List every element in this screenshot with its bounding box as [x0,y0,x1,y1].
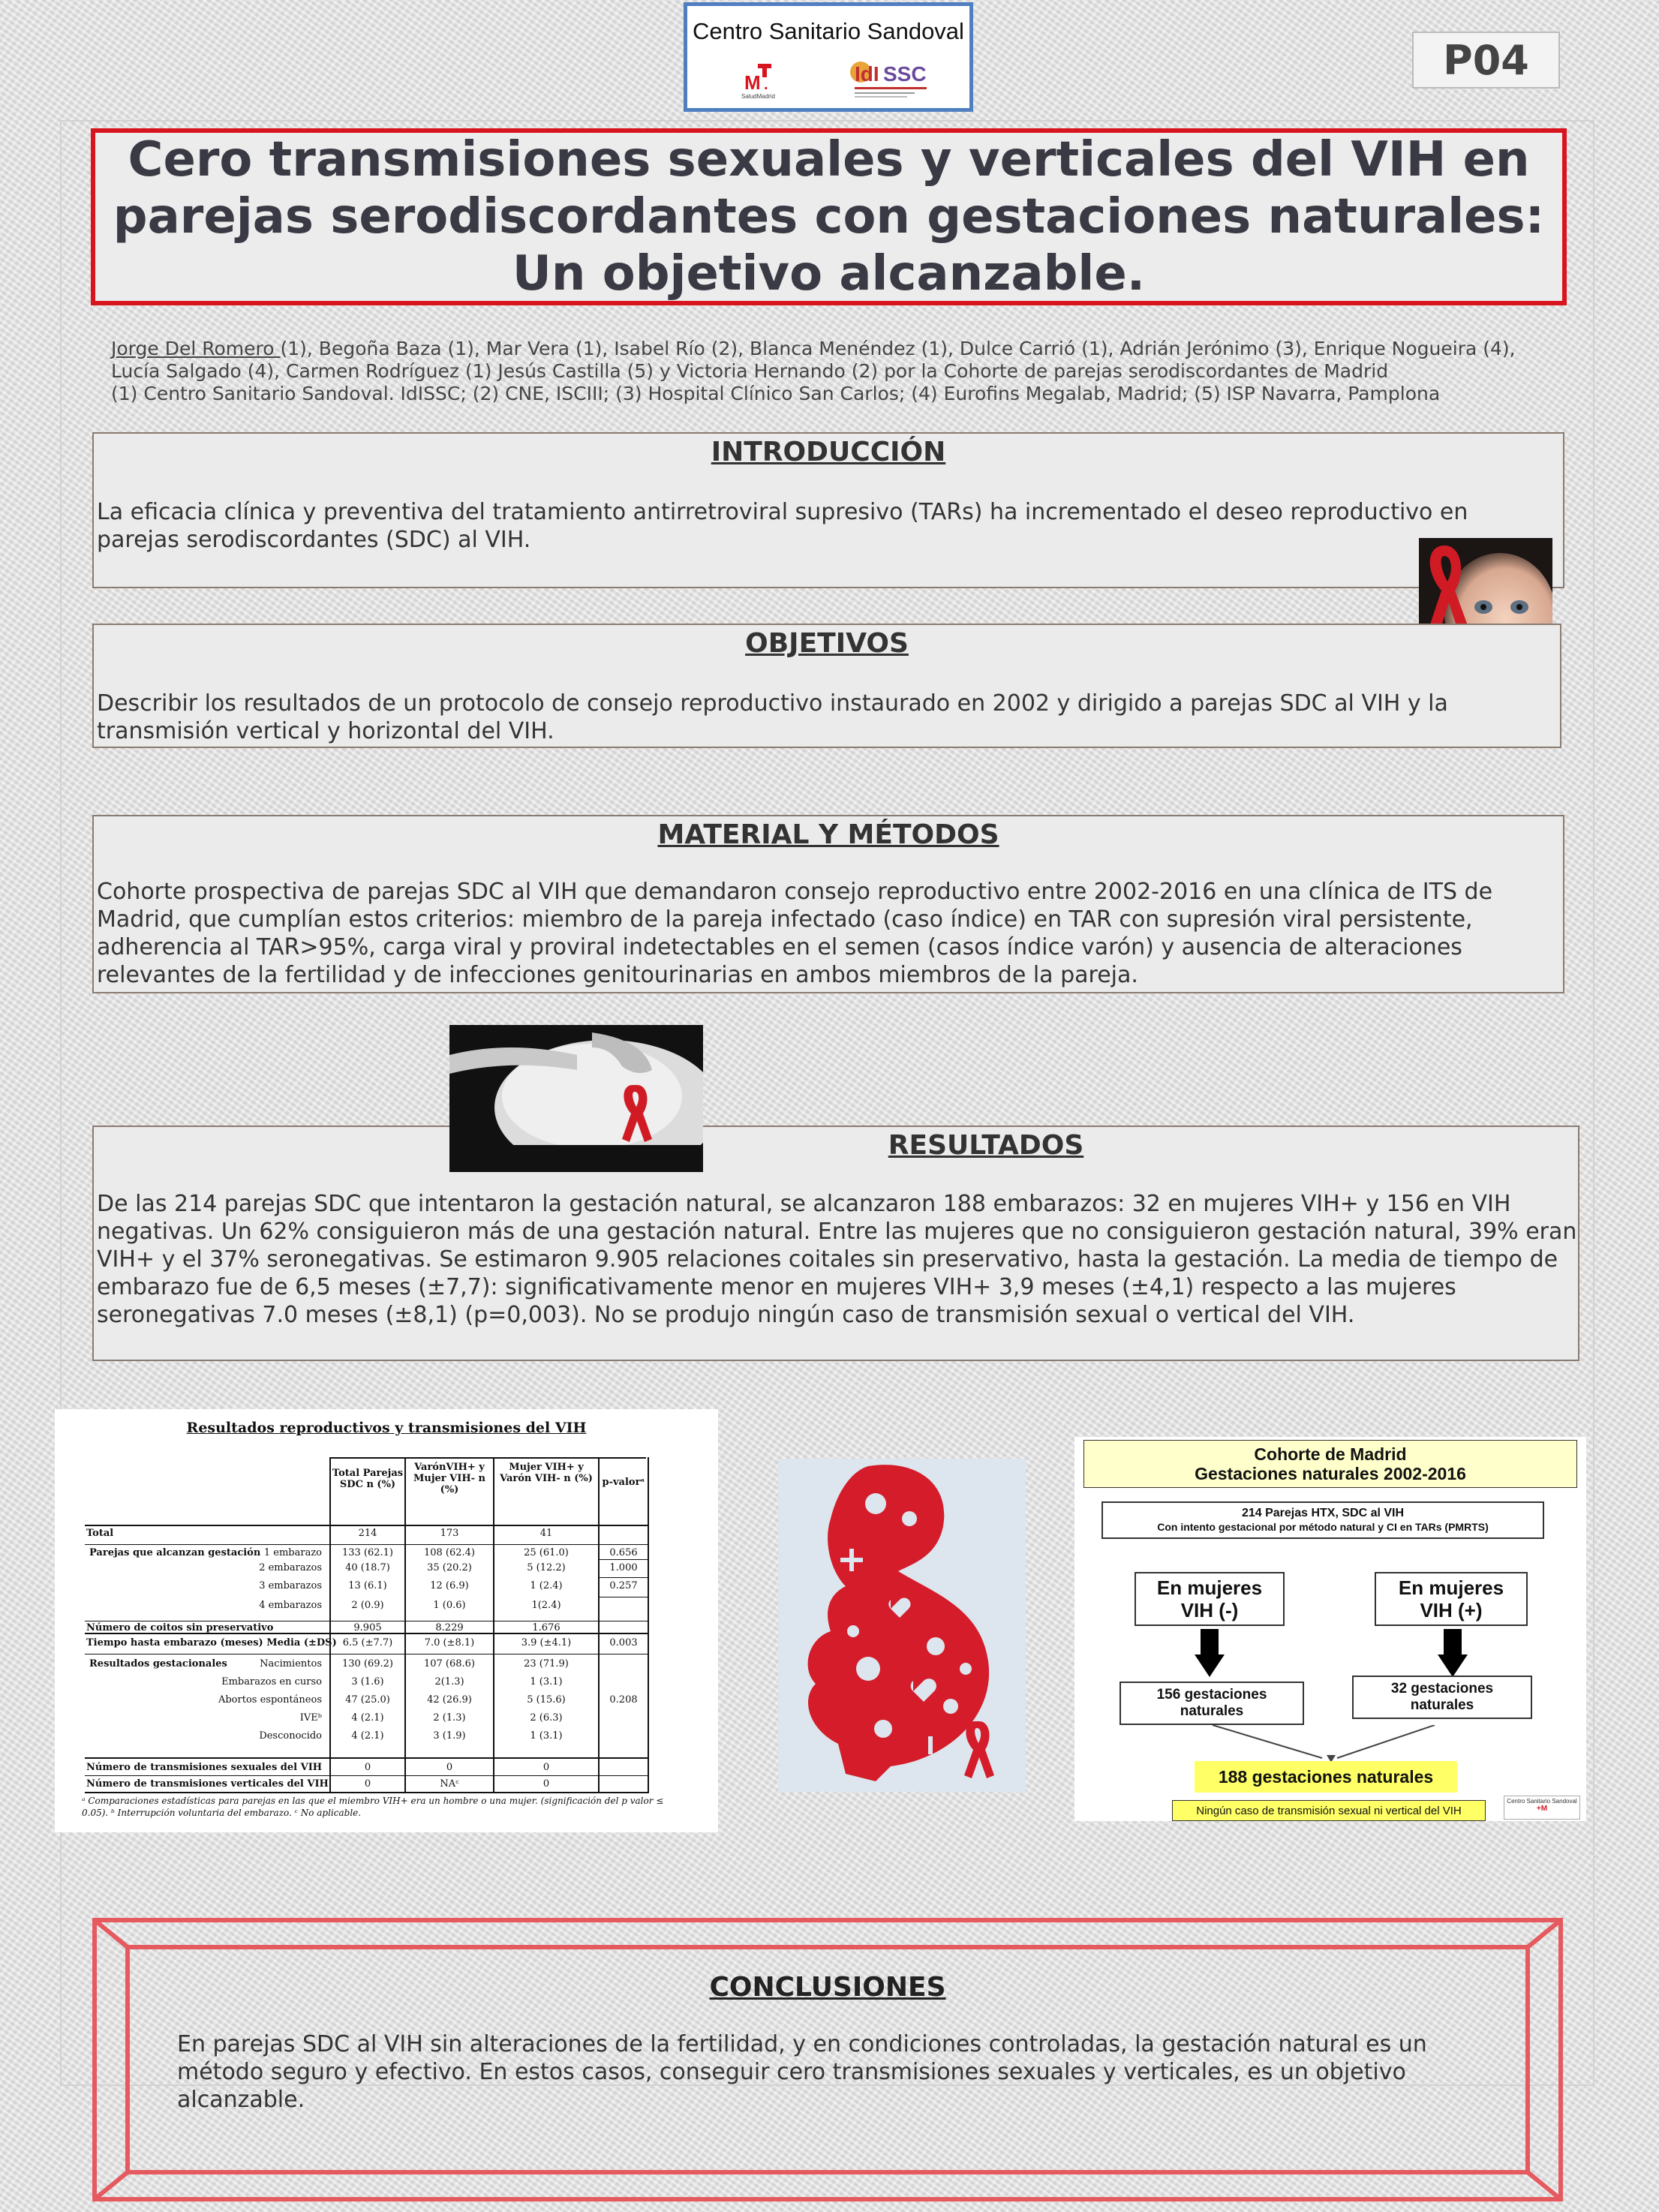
table-cell-mujer: 0 [542,1778,550,1790]
table-cell-pvalue: 0.003 [609,1637,638,1648]
diagram-corner-logo: Centro Sanitario Sandoval +M [1504,1796,1580,1820]
table-row-label: Número de coitos sin preservativo [86,1622,274,1633]
logo-title: Centro Sanitario Sandoval [693,18,964,44]
table-cell-total: 4 (2.1) [351,1730,384,1742]
table-cell-varon: 3 (1.9) [433,1730,466,1742]
table-cell-varon: 2 (1.3) [433,1712,466,1724]
table-row-sublabel: IVEᵇ [299,1712,322,1724]
svg-text:SSC: SSC [883,62,927,86]
diagram-note: Ningún caso de transmisión sexual ni vertical del VIH [1172,1800,1486,1821]
table-footnote-1: ᵃ Comparaciones estadísticas para parejas en las que el miembro VIH+ era un hombre o una mujer. (significación del p valor ≤ [82,1796,664,1806]
table-title: Resultados reproductivos y transmisiones del VIH [186,1420,587,1436]
table-cell-total: 0 [364,1778,371,1790]
poster-title [113,131,1544,302]
table-cell-mujer: 5 (15.6) [527,1694,566,1706]
table-cell-total: 0 [364,1762,371,1773]
diagram-total: 188 gestaciones naturales [1195,1761,1457,1793]
title-box [91,128,1567,305]
table-cell-varon: 2(1.3) [434,1676,464,1688]
table-cell-total: 40 (18.7) [345,1562,390,1573]
corner-logo-mark: +M [1536,1805,1548,1813]
table-cell-mujer: 1.676 [532,1622,561,1633]
pregnant-silhouette-hearts-image [778,1459,1026,1792]
table-cell-mujer: 0 [542,1762,550,1773]
section-metodos [92,815,1564,993]
diagram-title-1: Cohorte de Madrid [1254,1444,1407,1464]
table-header-total: Total Parejas SDC n (%) [332,1468,404,1490]
table-cell-total: 4 (2.1) [351,1712,384,1724]
conclusiones-heading: CONCLUSIONES [709,1972,946,2003]
diagram-right-group: En mujeres VIH (+) [1375,1572,1528,1626]
table-header-pvalue: p-valorᵃ [602,1477,645,1488]
svg-text:.: . [764,77,768,93]
table-row-label: Total [86,1528,114,1539]
arrow-down-icon [1195,1629,1225,1677]
metodos-text: Cohorte prospectiva de parejas SDC al VIH que demandaron consejo reproductivo entre 2002-2016 en una clínica de ITS de Madrid, que cumplían estos criterios: miembro de la pareja infectado (caso índice) en TAR con supresión viral persistente, adherencia al TAR>95%, carga viral y proviral indetectables en el semen (casos índice varón) y ausencia de alteraciones relevantes de la fertilidad y de infecciones genitourinarias en ambos miembros de la pareja. [97,879,1493,988]
title-line-3: Un objetivo alcanzable. [512,246,1146,302]
table-cell-varon: NAᶜ [440,1778,459,1790]
diagram-left-group: En mujeres VIH (-) [1135,1572,1285,1626]
table-cell-mujer: 2 (6.3) [530,1712,563,1724]
table-cell-varon: 1 (0.6) [433,1600,466,1611]
poster-code: P04 [1412,32,1560,89]
table-cell-varon: 0 [446,1762,453,1773]
diagram-title-box [1083,1440,1577,1488]
institution-logo [684,2,973,112]
table-cell-mujer: 3.9 (±4.1) [521,1637,572,1648]
objetivos-heading: OBJETIVOS [745,628,909,659]
table-cell-mujer: 1(2.4) [531,1600,561,1611]
table-cell-mujer: 41 [539,1528,553,1539]
table-cell-mujer: 1 (2.4) [530,1580,563,1591]
table-cell-mujer: 1 (3.1) [530,1730,563,1742]
svg-text:M: M [744,71,761,94]
section-resultados [92,1126,1579,1361]
diagram-connectors [1210,1725,1465,1763]
table-cell-total: 133 (62.1) [341,1547,394,1558]
table-footnote-2: 0.05). ᵇ Interrupción voluntaria del embarazo. ᶜ No aplicable. [82,1808,362,1818]
authors-block [111,338,1597,405]
table-cell-varon: 35 (20.2) [427,1562,472,1573]
table-header-varon: VarónVIH+ y Mujer VIH- n (%) [413,1462,485,1495]
table-cell-pvalue: 1.000 [609,1562,638,1573]
table-row-sublabel: 3 embarazos [259,1580,322,1591]
table-cell-total: 2 (0.9) [351,1600,384,1611]
section-introduccion [92,432,1564,588]
authors-line-2: Lucía Salgado (4), Carmen Rodríguez (1) Jesús Castilla (5) y Victoria Hernando (2) por la Cohorte de parejas serodiscordantes de Madrid [111,360,1389,382]
authors-line-1-rest: (1), Begoña Baza (1), Mar Vera (1), Isabel Río (2), Blanca Menéndez (1), Dulce Carrió (1), Adrián Jerónimo (3), Enrique Nogueira (4), [280,338,1516,359]
table-cell-total: 3 (1.6) [351,1676,384,1688]
table-row-sublabel: Nacimientos [260,1658,322,1670]
table-cell-pvalue: 0.257 [609,1580,638,1591]
first-author: Jorge Del Romero [111,338,281,359]
diagram-cohort-1: 214 Parejas HTX, SDC al VIH [1241,1507,1405,1519]
diagram-left-result: 156 gestaciones naturales [1120,1682,1304,1725]
resultados-heading: RESULTADOS [888,1130,1084,1161]
cohort-diagram [1074,1437,1586,1821]
table-cell-total: 9.905 [353,1622,382,1633]
arrow-down-icon [1438,1629,1468,1677]
diagram-right-result: 32 gestaciones naturales [1352,1676,1532,1719]
table-header-mujer: Mujer VIH+ y Varón VIH- n (%) [500,1462,593,1484]
table-row-label: Resultados gestacionales [89,1658,227,1670]
table-cell-varon: 12 (6.9) [430,1580,469,1591]
title-line-2: parejas serodiscordantes con gestaciones naturales: [113,189,1545,245]
table-row-label: Tiempo hasta embarazo (meses) Media (±DS) [86,1637,337,1648]
svg-text:SaludMadrid: SaludMadrid [741,93,775,100]
results-table [55,1409,718,1832]
table-cell-varon: 8.229 [435,1622,464,1633]
diagram-cohort-2: Con intento gestacional por método natural y CI en TARs (PMRTS) [1157,1521,1489,1533]
table-cell-mujer: 1 (3.1) [530,1676,563,1688]
table-cell-varon: 42 (26.9) [427,1694,472,1706]
table-cell-mujer: 25 (61.0) [524,1547,569,1558]
table-cell-varon: 107 (68.6) [423,1658,476,1670]
table-cell-total: 214 [358,1528,377,1539]
table-cell-total: 47 (25.0) [345,1694,390,1706]
table-row-label: Número de transmisiones verticales del VIH [86,1778,329,1790]
affiliations: (1) Centro Sanitario Sandoval. IdISSC; (2) CNE, ISCIII; (3) Hospital Clínico San Carlos; (4) Eurofins Megalab, Madrid; (5) ISP Navarra, Pamplona [111,383,1441,404]
conclusiones-text: En parejas SDC al VIH sin alteraciones de la fertilidad, y en condiciones controladas, la gestación natural es un método seguro y efectivo. En estos casos, conseguir cero transmisiones sexuales y verticales, es un objetivo alcanzable. [177,2031,1427,2113]
table-cell-mujer: 23 (71.9) [524,1658,569,1670]
resultados-text: De las 214 parejas SDC que intentaron la gestación natural, se alcanzaron 188 embarazos: 32 en mujeres VIH+ y 156 en VIH negativas. Un 62% consiguieron más de una gestación natural. Entre las mujeres que no consiguieron gestación natural, 39% eran VIH+ y el 37% seronegativas. Se estimaron 9.905 relaciones coitales sin preservativo, hasta la gestación. La media de tiempo de embarazo fue de 6,5 meses (±7,7): significativamente menor en mujeres VIH+ 3,9 meses (±4,1) respecto a las mujeres seronegativas 7.0 meses (±8,1) (p=0,003). No se produjo ningún caso de transmisión sexual o vertical del VIH. [97,1191,1577,1328]
table-row-sublabel: Abortos espontáneos [218,1694,322,1706]
table-row-sublabel: 2 embarazos [259,1562,322,1573]
table-cell-varon: 7.0 (±8.1) [424,1637,475,1648]
table-row-sublabel: 1 embarazo [263,1547,322,1558]
table-cell-varon: 173 [440,1528,459,1539]
diagram-cohort-box [1101,1501,1544,1539]
table-cell-total: 13 (6.1) [348,1580,387,1591]
table-cell-varon: 108 (62.4) [423,1547,476,1558]
idissc-logo [849,51,931,104]
pregnant-belly-photo [449,1025,703,1172]
svg-text:IdI: IdI [855,62,879,86]
saludmadrid-logo [741,62,788,100]
table-row-sublabel: 4 embarazos [259,1600,322,1611]
table-row-sublabel: Desconocido [259,1730,322,1742]
table-cell-total: 130 (69.2) [341,1658,394,1670]
table-cell-pvalue: 0.656 [609,1547,638,1558]
table-row-label: Número de transmisiones sexuales del VIH [86,1762,323,1773]
title-line-1: Cero transmisiones sexuales y verticales del VIH en [128,132,1530,188]
diagram-title-2: Gestaciones naturales 2002-2016 [1195,1464,1466,1483]
objetivos-text: Describir los resultados de un protocolo de consejo reproductivo instaurado en 2002 y dirigido a parejas SDC al VIH y la transmisión vertical y horizontal del VIH. [97,690,1448,744]
authors-line-1 [111,338,1597,360]
introduccion-text: La eficacia clínica y preventiva del tratamiento antirretroviral supresivo (TARs) ha incrementado el deseo reproductivo en parejas serodiscordantes (SDC) al VIH. [97,499,1468,553]
table-row-sublabel: Embarazos en curso [221,1676,322,1688]
table-cell-total: 6.5 (±7.7) [342,1637,393,1648]
introduccion-heading: INTRODUCCIÓN [711,437,946,467]
table-cell-pvalue: 0.208 [609,1694,638,1706]
metodos-heading: MATERIAL Y MÉTODOS [657,819,999,850]
table-cell-mujer: 5 (12.2) [527,1562,566,1573]
table-row-label: Parejas que alcanzan gestación [89,1547,261,1558]
section-objetivos [92,624,1561,748]
